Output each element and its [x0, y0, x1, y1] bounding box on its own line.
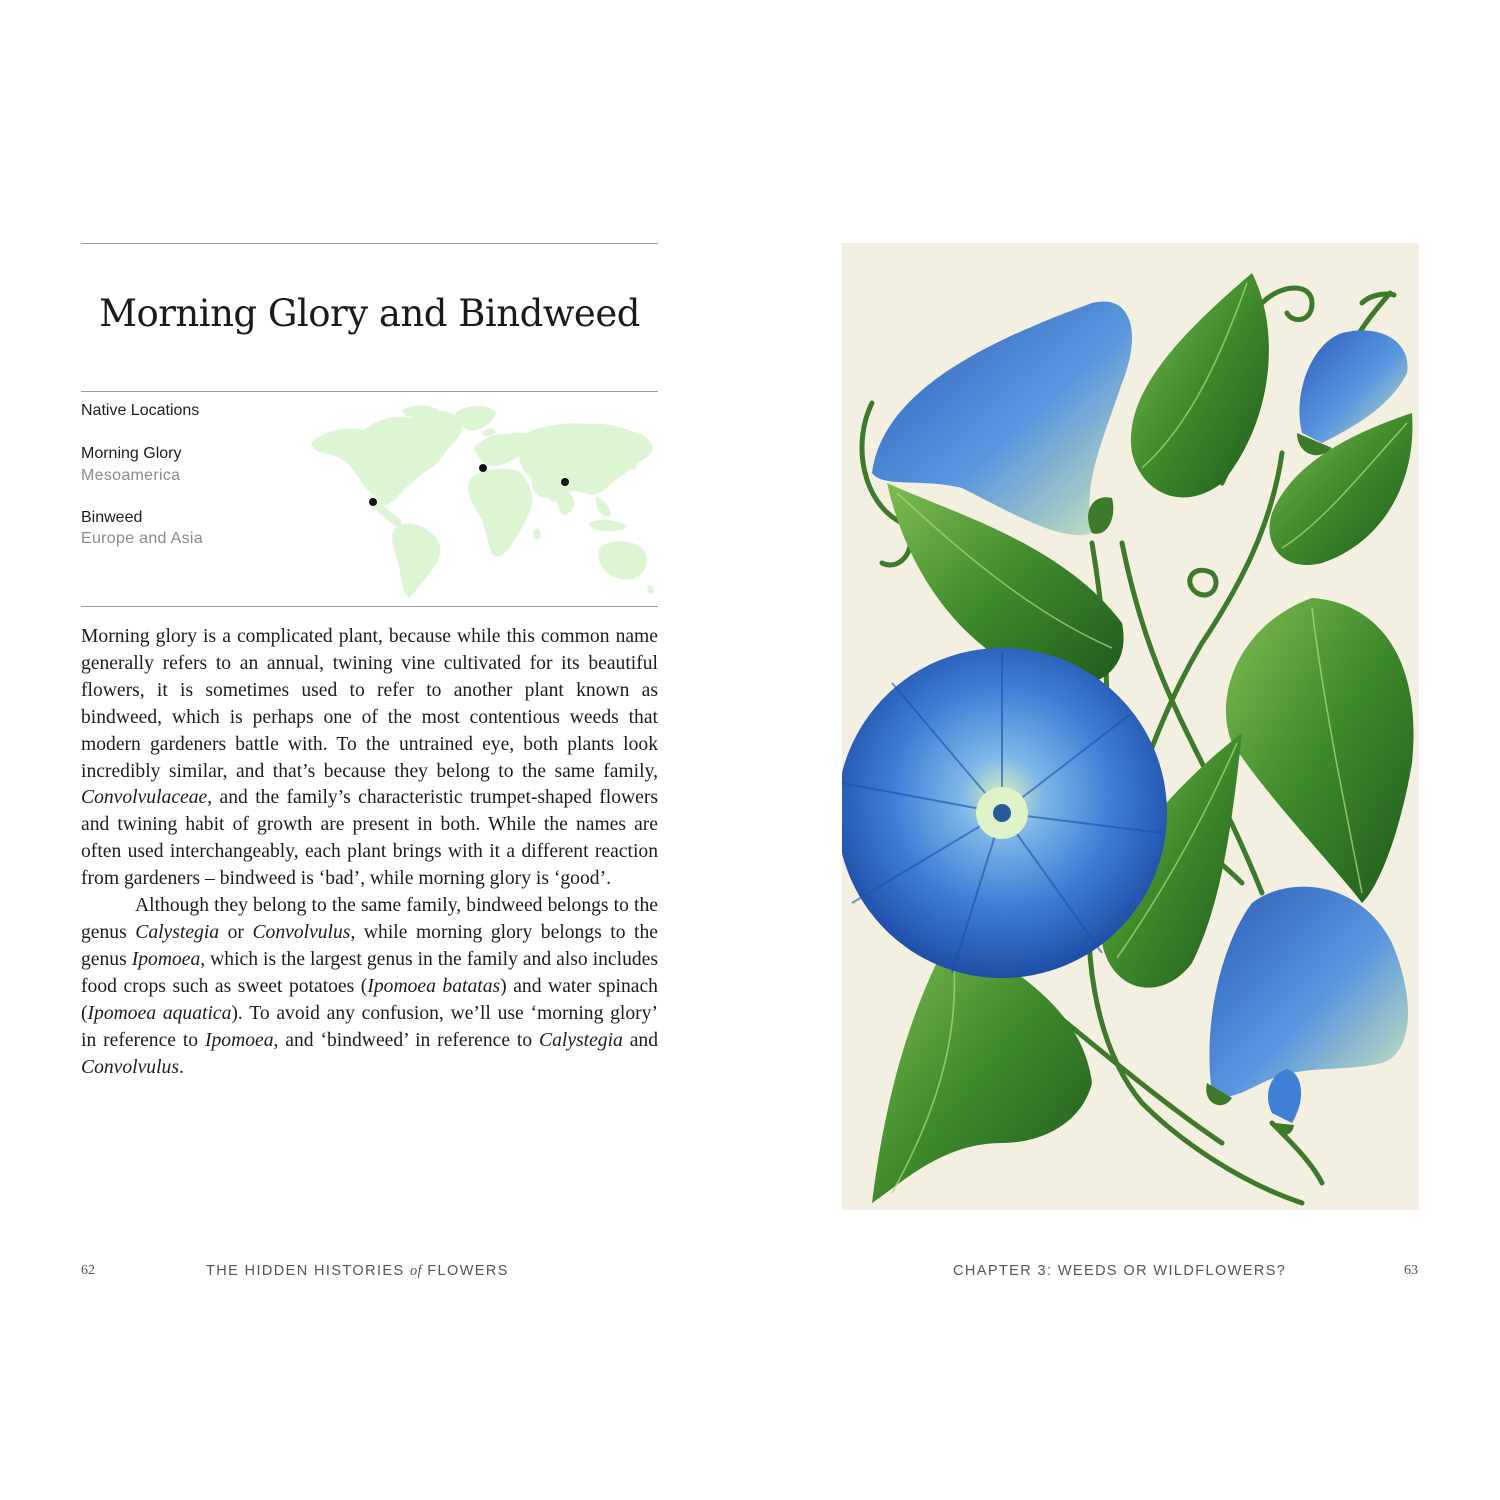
map-marker-europe	[479, 464, 487, 472]
text-run: ). To avoid any confusion, we’ll use ‘morning glory’ in reference to	[81, 1002, 658, 1051]
text-run: , and the family’s characteristic trumpet-shaped flowers and twining habit of growth are present in both. While the names are often used interchangeably, each plant brings with it a different reaction from gardeners – bindweed is ‘bad’, while morning glory is ‘good’.	[81, 787, 658, 890]
italic-term: Convolvulus	[81, 1056, 179, 1078]
text-run: Morning glory is a complicated plant, because while this common name generally refers to an annual, twining vine cultivated for its beautiful flowers, it is sometimes used to refer to another plant known as bindweed, which is perhaps one of the most contentious weeds that modern gardeners battle with. To the untrained eye, both plants look incredibly similar, and that’s because they belong to the same family,	[81, 626, 658, 782]
text-run: or	[219, 921, 253, 943]
page-number-left: 62	[81, 1263, 95, 1278]
italic-term: Calystegia	[539, 1029, 623, 1051]
running-head-left-pre: THE HIDDEN HISTORIES	[206, 1263, 410, 1279]
body-paragraph-1	[81, 624, 658, 893]
map-marker-mesoamerica	[369, 498, 377, 506]
text-run: and	[622, 1029, 658, 1051]
top-rule	[81, 243, 658, 244]
location-name-binweed: Binweed	[81, 509, 143, 526]
italic-term: Ipomoea batatas	[367, 975, 501, 997]
text-run: .	[178, 1056, 184, 1078]
italic-term: Convolvulus	[252, 921, 351, 943]
open-flower-large	[842, 648, 1167, 978]
body-text	[81, 624, 658, 1081]
running-head-left-post: FLOWERS	[421, 1263, 509, 1279]
italic-term: Ipomoea	[204, 1029, 274, 1051]
italic-term: Ipomoea aquatica	[87, 1002, 232, 1024]
italic-term: Convolvulaceae	[81, 787, 208, 809]
italic-term: Ipomoea	[131, 948, 201, 970]
right-page	[750, 0, 1500, 1500]
page-title: Morning Glory and Bindweed	[99, 292, 640, 335]
native-locations-heading: Native Locations	[81, 402, 200, 419]
locations-top-rule	[81, 391, 658, 392]
page-number-right: 63	[1404, 1263, 1418, 1278]
map-marker-asia	[561, 478, 569, 486]
location-name-morning-glory: Morning Glory	[81, 445, 182, 462]
locations-bottom-rule	[81, 606, 658, 607]
morning-glory-illustration	[842, 243, 1419, 1210]
running-head-left	[206, 1263, 509, 1280]
text-run: , while morning glory belongs to the genus	[81, 921, 658, 970]
world-map	[306, 400, 658, 600]
italic-term: Calystegia	[135, 921, 220, 943]
location-place-europe-asia: Europe and Asia	[81, 530, 203, 547]
text-run: ) and water spinach (	[81, 975, 658, 1024]
running-head-right: CHAPTER 3: WEEDS OR WILDFLOWERS?	[953, 1263, 1287, 1279]
text-run: Although they belong to the same family, bindweed belongs to the genus	[81, 895, 658, 943]
text-run: , and ‘bindweed’ in reference to	[273, 1029, 540, 1051]
body-paragraph-2	[81, 893, 658, 1081]
text-run: , which is the largest genus in the family and also includes food crops such as sweet potatoes (	[81, 948, 658, 997]
world-map-land	[311, 406, 653, 599]
location-place-mesoamerica: Mesoamerica	[81, 467, 181, 484]
running-head-left-ital: of	[409, 1263, 422, 1279]
